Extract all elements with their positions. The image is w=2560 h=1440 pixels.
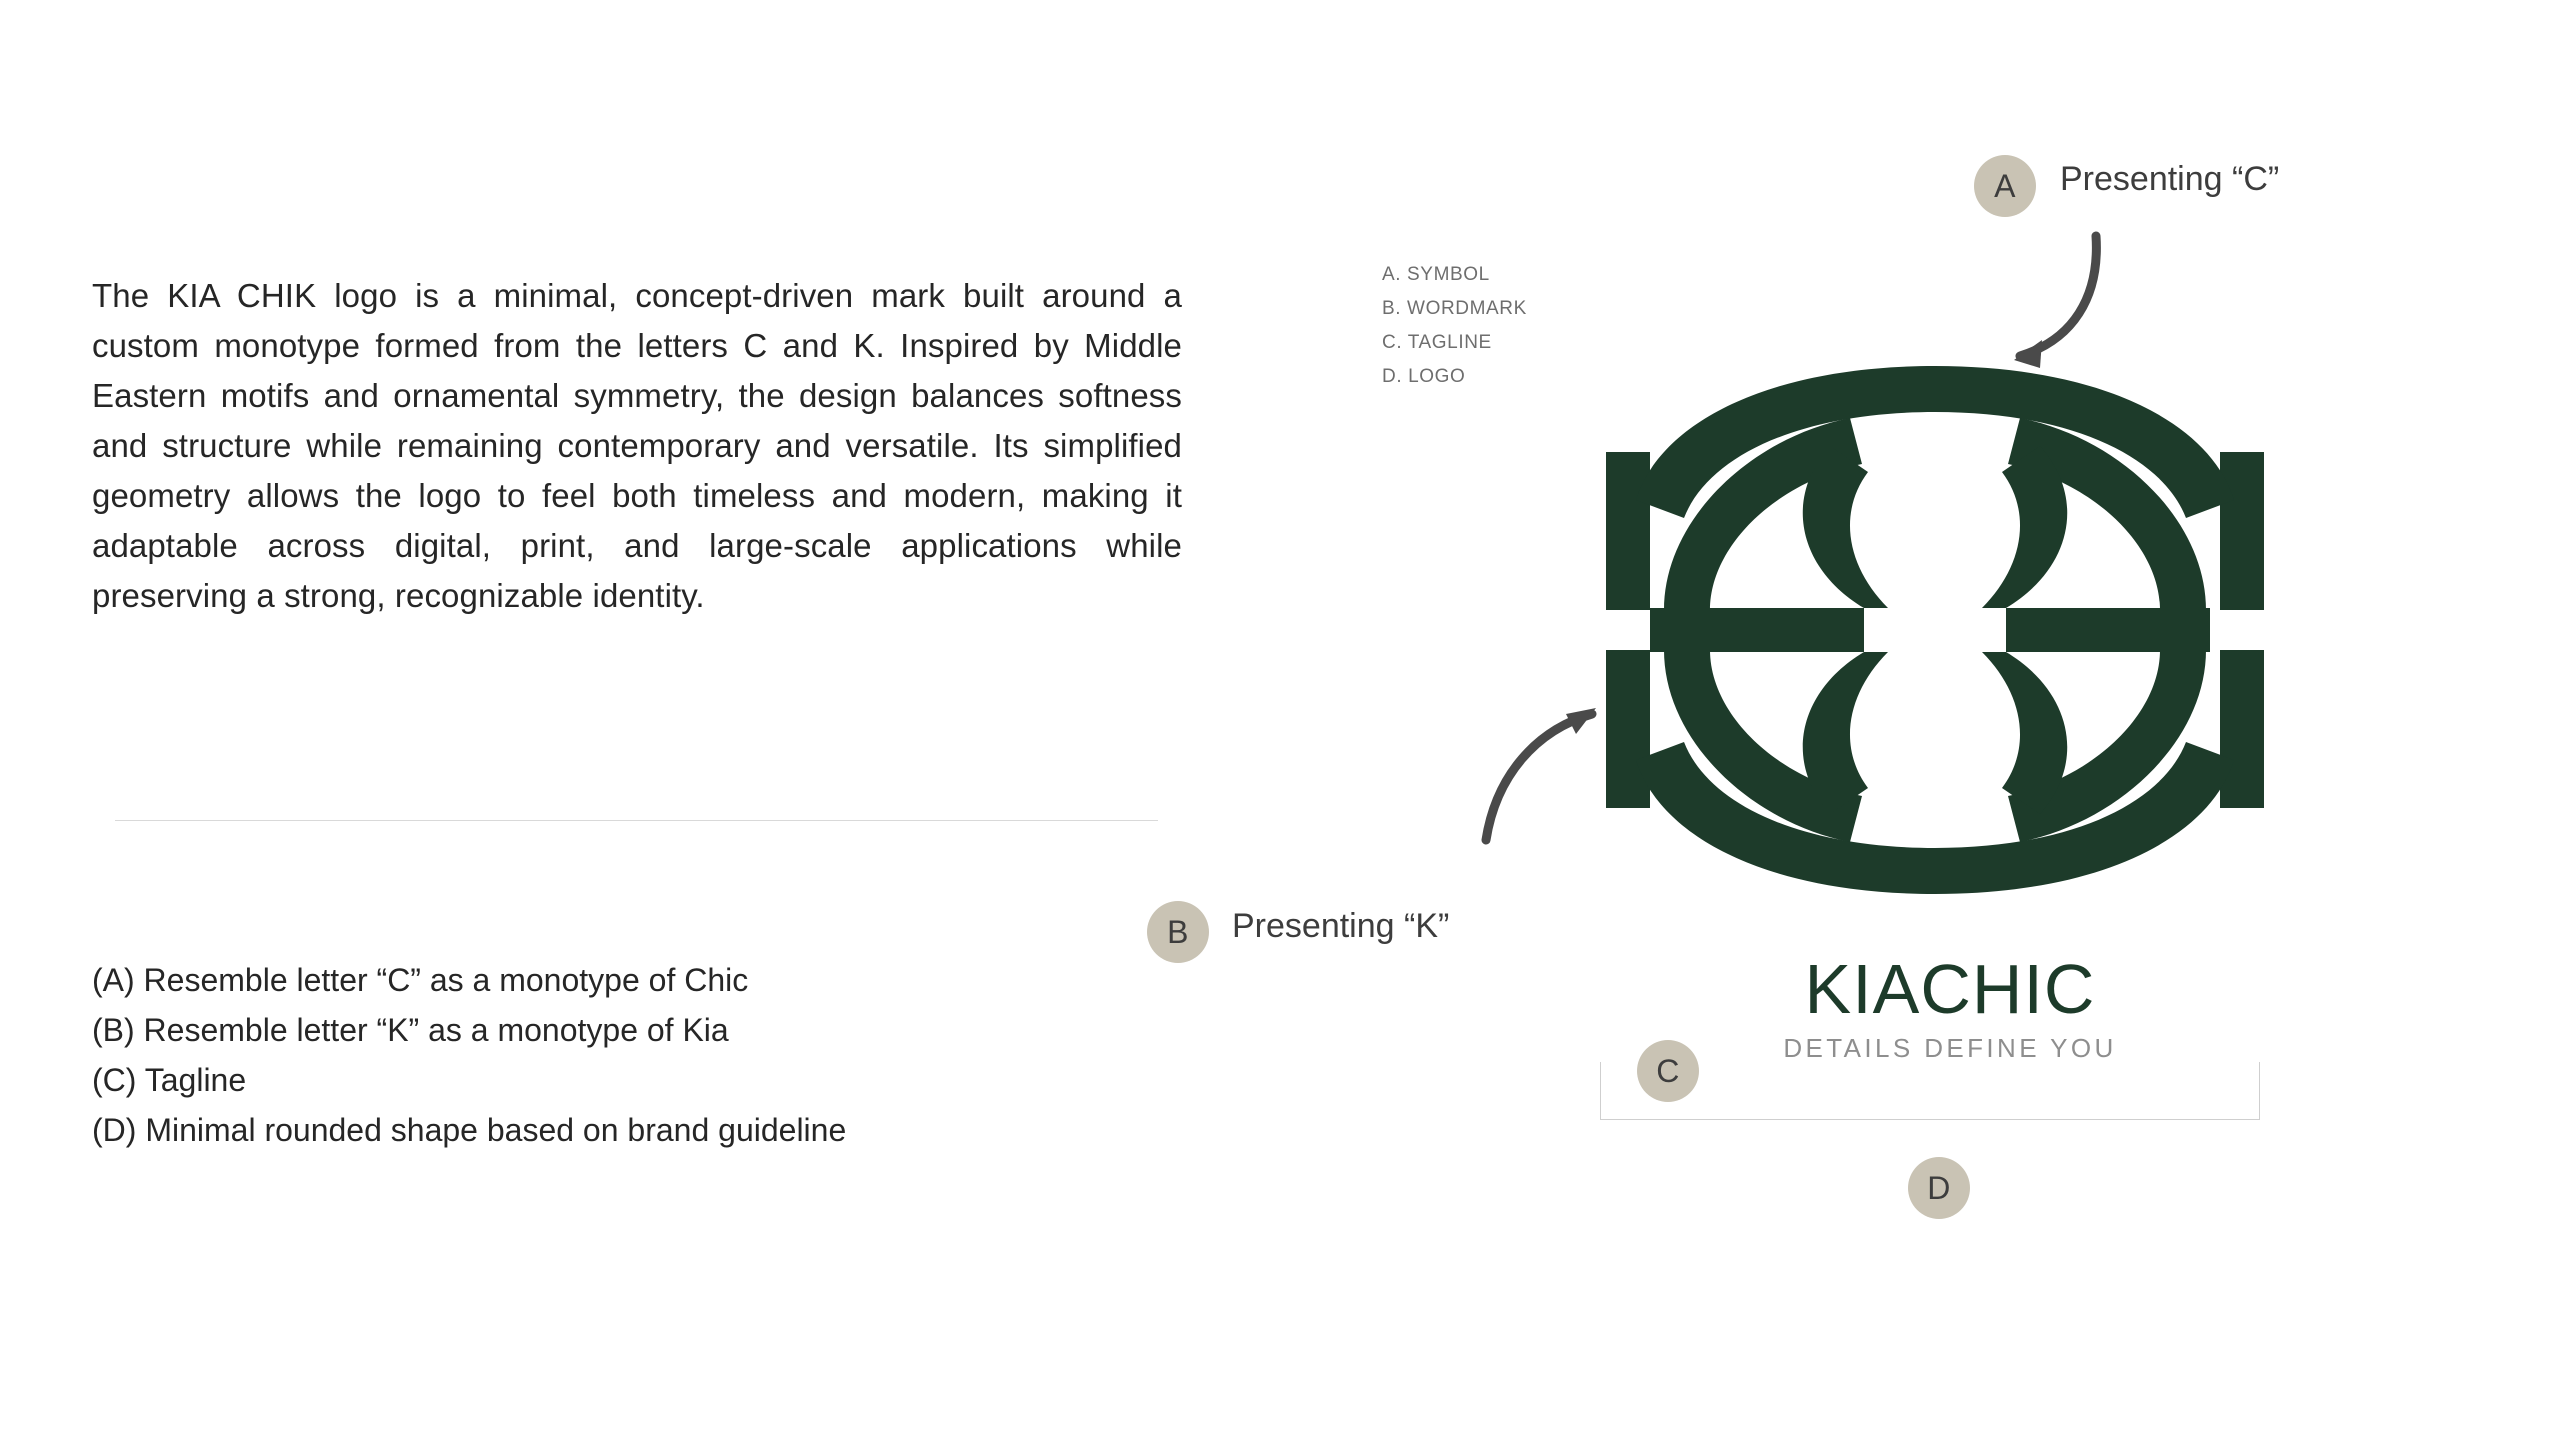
arrow-icon-b (1480, 690, 1620, 850)
description-block (92, 238, 1182, 654)
list-item: (D) Minimal rounded shape based on brand guideline (92, 1112, 847, 1148)
legend-item-symbol: A. SYMBOL (1382, 264, 1490, 285)
wordmark-text: KIACHIC (1804, 950, 2096, 1028)
callout-badge-c: C (1637, 1040, 1699, 1102)
options-list (92, 955, 1292, 1155)
callout-label-a: Presenting “C” (2060, 160, 2280, 198)
callout-badge-b: B (1147, 901, 1209, 963)
callout-badge-a: A (1974, 155, 2036, 217)
list-item: (B) Resemble letter “K” as a monotype of Kia (92, 1012, 729, 1048)
arrow-icon-a (1980, 228, 2110, 378)
legend (1382, 258, 1527, 394)
logo-mark-svg (1600, 360, 2270, 900)
description-paragraph: The KIA CHIK logo is a minimal, concept-driven mark built around a custom monotype formed from the letters C and K. Inspired by Middle Eastern motifs and ornamental symmetry, the design balances softness and structure while remaining contemporary and versatile. Its simplified geometry allows the logo to feel both timeless and modern, making it adaptable across digital, print, and large-scale applications while preserving a strong, recognizable identity. (92, 277, 1182, 614)
list-item: (A) Resemble letter “C” as a monotype of Chic (92, 962, 749, 998)
callout-label-b: Presenting “K” (1232, 907, 1450, 945)
logo-bracket (1600, 1062, 2260, 1120)
legend-item-logo: D. LOGO (1382, 366, 1466, 387)
wordmark-block (1740, 950, 2160, 1068)
horizontal-divider (115, 820, 1158, 821)
logo-symbol (1600, 360, 2270, 900)
tagline-text: DETAILS DEFINE YOU (1783, 1033, 2117, 1063)
list-item: (C) Tagline (92, 1062, 247, 1098)
callout-badge-d: D (1908, 1157, 1970, 1219)
legend-item-wordmark: B. WORDMARK (1382, 298, 1527, 319)
legend-item-tagline: C. TAGLINE (1382, 332, 1492, 353)
